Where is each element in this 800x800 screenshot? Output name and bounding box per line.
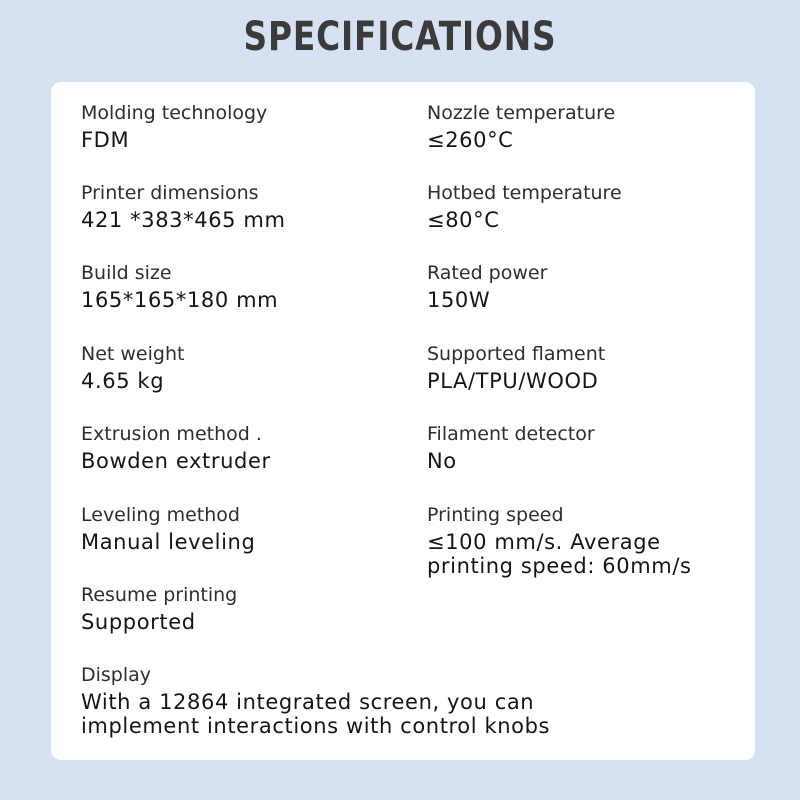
spec-printing-speed xyxy=(427,503,747,578)
specifications-card xyxy=(51,82,755,760)
spec-value: ≤260°C xyxy=(427,128,514,152)
spec-label: Printing speed xyxy=(427,504,564,526)
spec-label: Net weight xyxy=(81,343,185,365)
spec-value: Supported xyxy=(81,610,196,634)
spec-label: Rated power xyxy=(427,262,548,284)
spec-label: Molding technology xyxy=(81,102,268,124)
spec-display xyxy=(81,663,721,738)
spec-label: Filament detector xyxy=(427,423,595,445)
spec-label: Hotbed temperature xyxy=(427,182,622,204)
spec-hotbed-temperature xyxy=(427,181,747,232)
spec-value-line-1: With a 12864 integrated screen, you can xyxy=(81,690,535,714)
spec-value-line-1: ≤100 mm/s. Average xyxy=(427,530,661,554)
spec-value-line-2: implement interactions with control knobs xyxy=(81,714,551,738)
page-title: SPECIFICATIONS xyxy=(243,14,557,60)
spec-leveling-method xyxy=(81,503,401,554)
spec-value: 150W xyxy=(427,288,491,312)
spec-label: Resume printing xyxy=(81,584,238,606)
spec-value: ≤80°C xyxy=(427,208,500,232)
spec-label: Display xyxy=(81,664,152,686)
spec-filament-detector xyxy=(427,422,747,473)
spec-value: Bowden extruder xyxy=(81,449,271,473)
spec-value: Manual leveling xyxy=(81,530,256,554)
spec-value: FDM xyxy=(81,128,130,152)
spec-nozzle-temperature xyxy=(427,101,747,152)
spec-build-size xyxy=(81,261,401,312)
spec-label: Leveling method xyxy=(81,504,240,526)
spec-value: No xyxy=(427,449,457,473)
spec-value: 421 *383*465 mm xyxy=(81,208,286,232)
spec-label: Extrusion method . xyxy=(81,423,262,445)
spec-supported-filament xyxy=(427,342,747,393)
spec-molding-technology xyxy=(81,101,401,152)
spec-label: Build size xyxy=(81,262,172,284)
spec-extrusion-method xyxy=(81,422,401,473)
spec-net-weight xyxy=(81,342,401,393)
spec-label: Nozzle temperature xyxy=(427,102,616,124)
spec-label: Printer dimensions xyxy=(81,182,259,204)
spec-printer-dimensions xyxy=(81,181,401,232)
spec-value: PLA/TPU/WOOD xyxy=(427,369,599,393)
spec-rated-power xyxy=(427,261,747,312)
spec-value: 4.65 kg xyxy=(81,369,165,393)
spec-value-line-2: printing speed: 60mm/s xyxy=(427,554,692,578)
spec-label: Supported flament xyxy=(427,343,606,365)
spec-value: 165*165*180 mm xyxy=(81,288,279,312)
spec-resume-printing xyxy=(81,583,401,634)
